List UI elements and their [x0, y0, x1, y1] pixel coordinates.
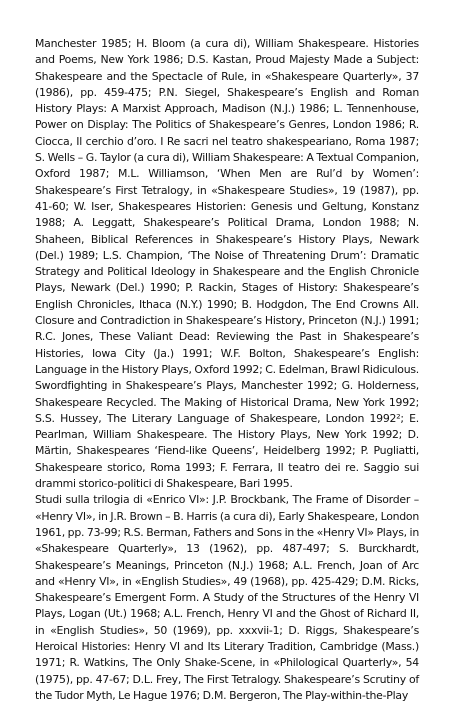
bibliography-paragraph: Studi sulla trilogia di «Enrico VI»: J.P. Brockbank, The Frame of Disorder – «Henry VI», in J.R. Brown – B. Harris (a cura di), Early Shakespeare, London 1961, pp. 73-99; R.S. Berman, Fathers and Sons in the «Henry VI» Plays, in «Shakespeare Quarterly», 13 (1962), pp. 487-497; S. Burckhardt, Shakespeare’s Meanings, Princeton (N.J.) 1968; A.L. French, Joan of Arc and «Henry VI», in «English Studies», 49 (1968), pp. 425-429; D.M. Ricks, Shakespeare’s Emergent Form. A Study of the Structures of the Henry VI Plays, Logan (Ut.) 1968; A.L. French, Henry VI and the Ghost of Richard II, in «English Studies», 50 (1969), pp. xxxvii-1; D. Riggs, Shakespeare’s Heroical Histories: Henry VI and Its Literary Tradition, Cambridge (Mass.) 1971; R. Watkins, The Only Shake-Scene, in «Philological Quarterly», 54 (1975), pp. 47-67; D.L. Frey, The First Tetralogy. Shakespeare’s Scrutiny of the Tudor Myth, Le Hague 1976; D.M. Bergeron, The Play-within-the-Play	[35, 493, 419, 702]
document-page	[35, 36, 419, 704]
bibliography-paragraph: Manchester 1985; H. Bloom (a cura di), William Shakespeare. Histories and Poems, New York 1986; D.S. Kastan, Proud Majesty Made a Subject: Shakespeare and the Spectacle of Rule, in «Shakespeare Quarterly», 37 (1986), pp. 459-475; P.N. Siegel, Shakespeare’s English and Roman History Plays: A Marxist Approach, Madison (N.J.) 1986; L. Tennenhouse, Power on Display: The Politics of Shakespeare’s Genres, London 1986; R. Ciocca, Il cerchio d’oro. I Re sacri nel teatro shakespeariano, Roma 1987; S. Wells – G. Taylor (a cura di), William Shakespeare: A Textual Companion, Oxford 1987; M.L. Williamson, ‘When Men are Rul’d by Women’: Shakespeare’s First Tetralogy, in «Shakespeare Studies», 19 (1987), pp. 41-60; W. Iser, Shakespeares Historien: Genesis und Geltung, Konstanz 1988; A. Leggatt, Shakespeare’s Political Drama, London 1988; N. Shaheen, Biblical References in Shakespeare’s History Plays, Newark (Del.) 1989; L.S. Champion, ‘The Noise of Threatening Drum’: Dramatic Strategy and Political Ideology in Shakespeare and the English Chronicle Plays, Newark (Del.) 1990; P. Rackin, Stages of History: Shakespeare’s English Chronicles, Ithaca (N.Y.) 1990; B. Hodgdon, The End Crowns All. Closure and Contradiction in Shakespeare’s History, Princeton (N.J.) 1991; R.C. Jones, These Valiant Dead: Reviewing the Past in Shakespeare’s Histories, Iowa City (Ja.) 1991; W.F. Bolton, Shakespeare’s English: Language in the History Plays, Oxford 1992; C. Edelman, Brawl Ridiculous. Swordfighting in Shakespeare’s Plays, Manchester 1992; G. Holderness, Shakespeare Recycled. The Making of Historical Drama, New York 1992; S.S. Hussey, The Literary Language of Shakespeare, London 1992²; E. Pearlman, William Shakespeare. The History Plays, New York 1992; D. Märtin, Shakespeares ‘Fiend-like Queens’, Heidelberg 1992; P. Pugliatti, Shakespeare storico, Roma 1993; F. Ferrara, Il teatro dei re. Saggio sui drammi storico-politici di Shakespeare, Bari 1995.	[35, 37, 419, 491]
